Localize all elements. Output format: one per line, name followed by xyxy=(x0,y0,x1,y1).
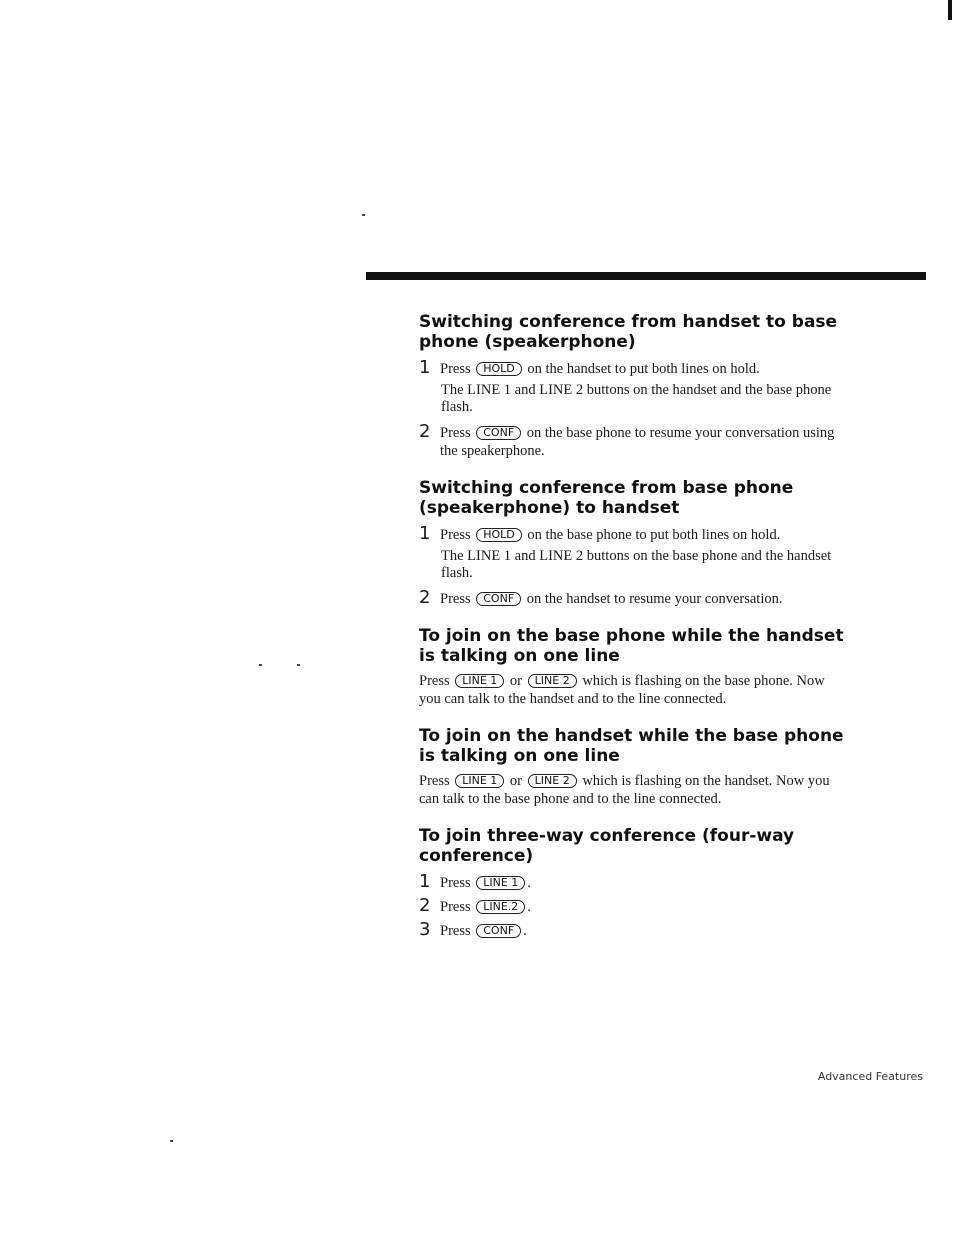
step-text: Press CONF on the handset to resume your conversation. xyxy=(440,591,783,607)
section-rule xyxy=(366,272,926,280)
step-number: 3 xyxy=(419,919,431,940)
step-item xyxy=(419,920,849,940)
step-item xyxy=(419,358,849,378)
section-three-way-conference xyxy=(419,826,849,940)
page-edge-mark xyxy=(948,0,952,20)
step-number: 2 xyxy=(419,587,431,608)
section-paragraph: Press LINE 1 or LINE 2 which is flashing on the base phone. Now you can talk to the handset and to the line connected. xyxy=(419,673,825,707)
section-heading: To join three-way conference (four-way conference) xyxy=(419,826,795,866)
hold-key: HOLD xyxy=(476,362,522,376)
step-number: 1 xyxy=(419,357,431,378)
line-1-key: LINE 1 xyxy=(455,674,504,688)
step-item xyxy=(419,524,849,544)
conf-key: CONF xyxy=(476,924,521,938)
line-2-key: LINE.2 xyxy=(476,900,525,914)
scan-speck xyxy=(297,664,300,666)
step-number: 1 xyxy=(419,871,431,892)
line-1-key: LINE 1 xyxy=(455,774,504,788)
page-content xyxy=(419,312,849,958)
step-number: 1 xyxy=(419,523,431,544)
step-item xyxy=(419,588,849,608)
scan-speck xyxy=(259,664,262,666)
section-paragraph: Press LINE 1 or LINE 2 which is flashing on the handset. Now you can talk to the base phone and to the line connected. xyxy=(419,773,830,807)
step-number: 2 xyxy=(419,421,431,442)
step-item xyxy=(419,422,849,460)
step-text: Press LINE.2 . xyxy=(440,899,531,915)
step-note: The LINE 1 and LINE 2 buttons on the handset and the base phone flash. xyxy=(441,382,832,415)
step-text: Press HOLD on the base phone to put both lines on hold. xyxy=(440,527,781,543)
scan-speck xyxy=(170,1140,173,1142)
section-join-on-base xyxy=(419,626,849,708)
line-1-key: LINE 1 xyxy=(476,876,525,890)
step-item xyxy=(419,872,849,892)
section-heading: Switching conference from base phone (speakerphone) to handset xyxy=(419,478,794,518)
page-footer: Advanced Features xyxy=(817,1070,923,1083)
section-heading: To join on the base phone while the handset is talking on one line xyxy=(419,626,844,666)
step-text: Press LINE 1 . xyxy=(440,875,531,891)
hold-key: HOLD xyxy=(476,528,522,542)
line-2-key: LINE 2 xyxy=(528,674,577,688)
section-join-on-handset xyxy=(419,726,849,808)
step-text: Press CONF . xyxy=(440,923,527,939)
conf-key: CONF xyxy=(476,592,521,606)
section-heading: Switching conference from handset to base phone (speakerphone) xyxy=(419,312,838,352)
line-2-key: LINE 2 xyxy=(528,774,577,788)
step-text: Press HOLD on the handset to put both lines on hold. xyxy=(440,361,760,377)
step-item xyxy=(419,896,849,916)
step-text: Press CONF on the base phone to resume your conversation using the speakerphone. xyxy=(440,425,835,459)
step-note: The LINE 1 and LINE 2 buttons on the base phone and the handset flash. xyxy=(441,548,832,581)
section-heading: To join on the handset while the base phone is talking on one line xyxy=(419,726,844,766)
conf-key: CONF xyxy=(476,426,521,440)
section-base-to-handset xyxy=(419,478,849,608)
section-handset-to-base xyxy=(419,312,849,460)
scan-speck xyxy=(362,214,365,216)
step-number: 2 xyxy=(419,895,431,916)
